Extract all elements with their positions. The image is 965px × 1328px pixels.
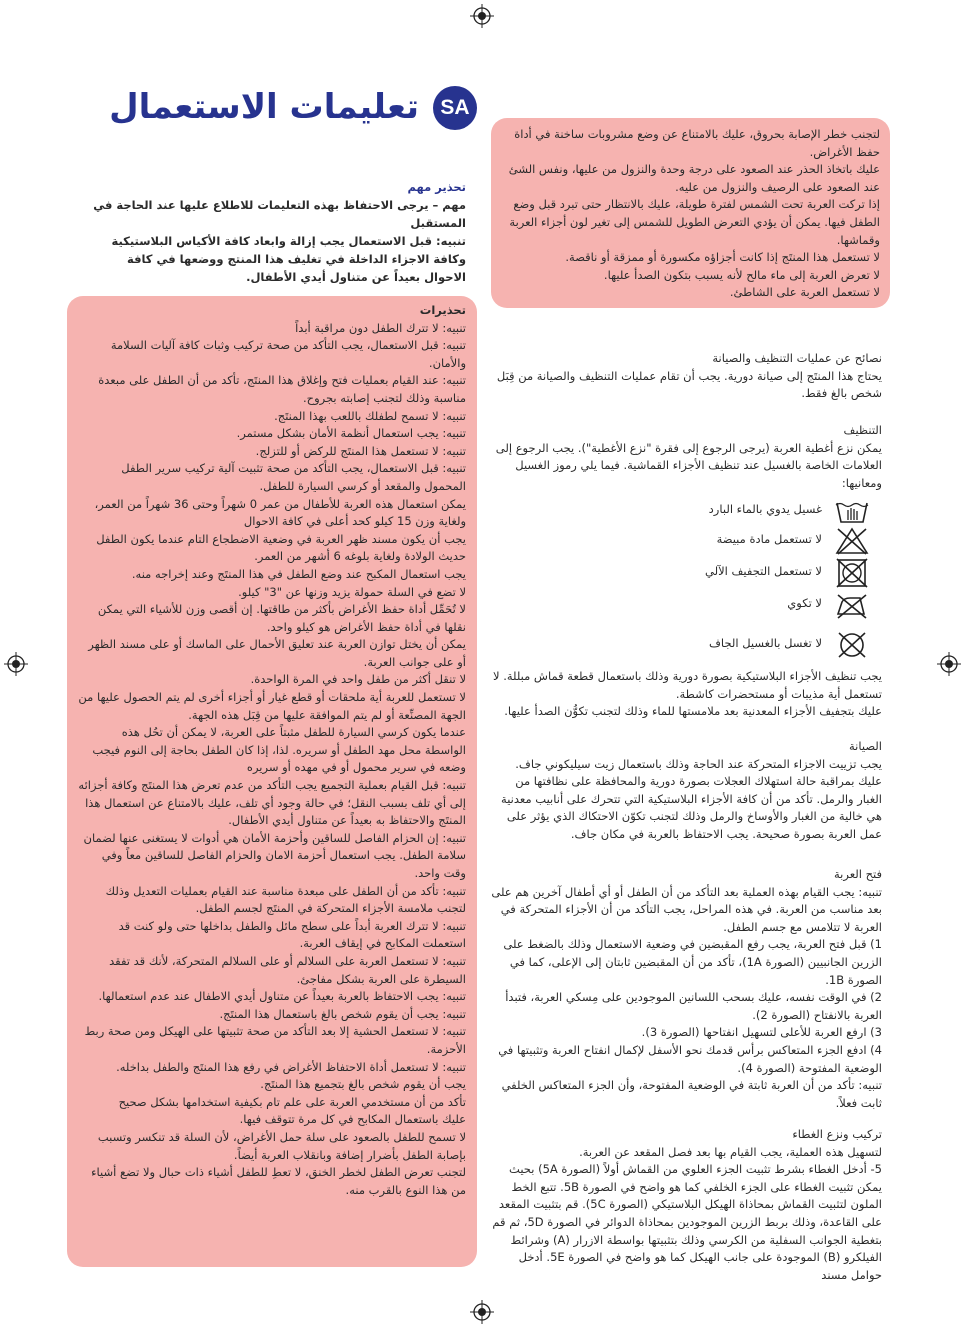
- section-heading: فتح العربة: [833, 867, 882, 881]
- section-heading: نصائح عن عمليات التنظيف والصيانة: [712, 351, 882, 365]
- page-header: [92, 82, 477, 132]
- care-label: لا تستعمل مادة مبيضة: [716, 532, 822, 546]
- step-item: 3) ارفع العربة للأعلى لتسهيل انفتاحها (الصورة 3).: [641, 1025, 882, 1040]
- opening-section: [490, 866, 882, 1112]
- care-label: غسيل يدوي بالماء البارد: [708, 502, 822, 516]
- safety-item: لا تستعمل العربة على الشاطئ.: [729, 285, 880, 300]
- care-symbol-row: [690, 526, 870, 558]
- warning-item: تنبيه: لا تترك الطفل دون مراقبة أبداً: [295, 320, 466, 335]
- notice-line: تنبيه: قبل الاستعمال يجب إزالة وابعاد كافة الأكياس البلاستيكية وكافة الاجزاء الداخلة في تغليف هذا المنتج ووضعها في كافة الاحوال بعيداً عن متناول أيدي الأطفال.: [111, 234, 466, 284]
- warning-item: يمكن أن يختل توازن العربة عند تعليق الأحمال على الماسك أو على مسند الظهر أو على جوانب العربة.: [88, 637, 466, 669]
- registration-mark-bottom: [470, 1300, 494, 1324]
- warning-item: تنبيه: لا تستعمل العربة على السلالم أو على السلالم المتحركة، لأنك قد تفقد السيطرة على العربة بشكل مفاجئ.: [109, 953, 466, 986]
- warning-item: عندما يكون كرسي السيارة للطفل مثبتاً على العربة، لا يمكن أن تحُل هذه الواسطة محل مهد الطفل أو سريره. لذا، إذا كان الطفل بحاجة إلى النوم فيجب وضعه في سرير محمول أو في مهده أو سريره: [92, 725, 466, 775]
- care-symbol-row: [690, 496, 870, 528]
- warning-item: يجب أن يكون مسند ظهر العربة في وضعية الاضطجاع التام عندما يكون الطفل حديث الولادة ولغاية بلوغه 6 أشهر من العمر.: [96, 531, 466, 564]
- no-dry-clean-icon: [834, 630, 870, 660]
- hand-wash-icon: [834, 496, 870, 526]
- care-symbol-row: [690, 630, 870, 662]
- warning-item: تأكد من أن مستخدمي العربة على علم تام بكيفية استخدامها بشكل صحيح: [118, 1094, 466, 1109]
- warning-item: لا تستعمل للعربة أية ملحقات أو قطع غيار أو أجزاء أخرى لم يتم الحصول عليها من الجهة المصنِّعة أو لم يتم الموافقة عليها من قِبَل هذه الجهة.: [78, 690, 466, 722]
- warning-item: لتجنب تعرض الطفل لخطر الخنق، لا تعطِ للطفل أشياء ذات حبال ولا تضع أشياء من هذا النوع بالقرب منه.: [91, 1165, 466, 1197]
- warning-item: تنبيه: عند القيام بعمليات فتح وإغلاق هذا المنتَج، تأكد من أن الطفل على مبعدة مناسبة وذلك لتجنب إصابته بجروح.: [98, 373, 466, 405]
- registration-mark-left: [4, 652, 28, 676]
- language-badge: SA: [433, 86, 477, 130]
- warning-item: تنبيه: لا تسمح لطفلك باللعب بهذا المنتَج.: [274, 408, 466, 423]
- warning-item: تنبيه: لا تستعمل أداة الاحتفاظ الأغراض في رفع هذا المنتَج والطفل بداخله.: [116, 1059, 466, 1074]
- warning-item: تنبيه: يجب أن يقوم شخص بالغ باستعمال هذا المنتَج.: [219, 1006, 466, 1021]
- safety-box: [491, 118, 890, 308]
- care-label: لا تستعمل التجفيف الآلي: [705, 564, 822, 578]
- warnings-heading: تحذيرات: [419, 303, 466, 317]
- maintenance-section: [490, 738, 882, 844]
- no-bleach-icon: [834, 526, 870, 556]
- important-notice: [88, 178, 466, 286]
- warning-item: تنبيه: يجب استعمال أنظمة الأمان بشكل مستمر.: [236, 426, 466, 441]
- section-body: لتسهيل هذه العملية، يجب القيام بها بعد فصل المقعد عن العربة.: [579, 1144, 882, 1159]
- warning-item: تنبيه: لا تترك العربة أبداً على سطح مائل والطفل بداخلها حتى ولو كنت قد استعملت المكابح في إيقاف العربة.: [118, 918, 466, 951]
- section-heading: الصيانة: [848, 739, 882, 753]
- warning-item: لا تضع في السلة حمولة يزيد وزنها عن "3" كيلو.: [238, 584, 466, 599]
- warning-item: تنبيه: تأكد من أن الطفل على مبعدة مناسبة عند القيام بعمليات التعديل وذلك لتجنب ملامسة الأجزاء المتحركة في المنتَج لجسم الطفل.: [105, 883, 466, 916]
- notice-line: مهم – يرجى الاحتفاظ بهذه التعليمات للاطلاع عليها عند الحاجة في المستقبل: [93, 198, 466, 230]
- warning-item: يمكن استعمال هذه العربة للأطفال من عمر 0 شهراً وحتى 36 شهراً من العمر، ولغاية وزن 15 كيلو كحد أعلى في كافة الاحوال: [94, 496, 466, 529]
- section-body: تنبيه: تأكد من أن العربة ثابتة في الوضعية المفتوحة، وأن الجزء المتعاكس الخلفي ثابت فعلاً.: [501, 1078, 882, 1110]
- section-body: يحتاج هذا المنتَج إلى صيانة دورية. يجب أن تقام عمليات التنظيف والصيانة من قِبَل شخص بالغ فقط.: [496, 368, 882, 401]
- safety-item: عليك باتخاذ الحذر عند الصعود على درجة وحدة والنزول من عليها، ونفس الشئ عند الصعود على الرصيف والنزول من عليه.: [508, 162, 880, 194]
- warning-item: لا تنقل أكثر من طفل واحد في المرة الواحدة.: [250, 672, 466, 687]
- section-body: تنبيه: يجب القيام بهذه العملية بعد التأكد من أن الطفل أو أي أطفال آخرين هم على بعد مناسب من العربة. في هذه المراحل، يجب التأكد من أن الأجزاء المتحركة في العربة لا تتلامس مع جسم الطفل.: [491, 884, 882, 934]
- warning-item: تنبيه: قبل الاستعمال، يجب التأكد من صحة تثبيت آلية تركيب سرير الطفل المحمول والمقعد أو كرسي السيارة للطفل.: [121, 461, 466, 493]
- registration-mark-right: [937, 652, 961, 676]
- warning-item: تنبيه: يجب الاحتفاظ بالعربة بعيداً عن متناول أيدي الاطفال عند عدم استعمالها.: [98, 989, 466, 1004]
- step-item: 1) قبل فتح العربة، يجب رفع المقبضين في وضعية الاستعمال وذلك بالضغط على الزرين الجانبيين (الصورة 1A)، تأكد من أن المقبضين ثابتان إلى الإعلى، كما في الصورة 1B.: [503, 937, 882, 987]
- no-iron-icon: [834, 590, 870, 620]
- warning-item: يجب أن يقوم شخص بالغ بتجميع هذا المنتَج.: [260, 1077, 466, 1092]
- care-label: لا تكوي: [787, 596, 822, 610]
- safety-item: لا تستعمل هذا المنتَج إذا كانت أجزاؤه مكسورة أو ممزقة أو ناقصة.: [565, 250, 880, 265]
- section-body: يجب تنظيف الأجزاء البلاستيكية بصورة دورية وذلك باستعمال قطعة قماش مبللة. لا تستعمل أية مذيبات أو مستحضرات كاشطة.: [493, 669, 882, 701]
- registration-mark-top: [470, 4, 494, 28]
- warning-item: تنبيه: قبل الاستعمال، يجب التأكد من صحة تركيب وثبات كافة آليات السلامة والأمان.: [110, 338, 466, 370]
- section-heading: التنظيف: [843, 423, 882, 437]
- section-body: 5- أدخل الغطاء بشرط تثبيت الجزء العلوي من القماش أولاً (الصورة 5A) بحيث يمكن تثبيت الغطاء على الجزء الخلفي كما هو واضح في الصورة 5B. تتبع الخط الملون لتثبيت القماش بمحاذاة الهيكل البلاستيكي (الصورة 5C). قم بتثبيت المقعد على القاعدة، وذلك بربط الزرين الموجودين بمحاذاة الدوائر في الصورة 5D، ثم قم بتغطية الجوانب السفلية من الكرسي وذلك بتثبيتها بواسطة الازرار (A) وشرائط الفيلكرو (B) الموجودة على جانب الهيكل كما هو واضح في الصورة 5E. أدخل حوامل مسند: [492, 1162, 882, 1282]
- section-heading: تركيب ونزع الغطاء: [792, 1127, 882, 1141]
- warnings-box: [67, 296, 477, 1267]
- notice-heading: تحذير مهم: [407, 180, 466, 194]
- no-tumble-dry-icon: [834, 558, 870, 588]
- warning-item: عليك باستعمال المكابح في كل مرة تتوقف فيها.: [239, 1112, 466, 1127]
- safety-item: لا تعرض العربة إلى ماء مالح لأنه يسبب بتكون الصدأ عليها.: [603, 267, 880, 282]
- warning-item: تنبيه: إن الحزام الفاصل للساقين وأحزمة الأمان هي أدوات لا يستغنى عنها لضمان سلامة الطفل. يجب استعمال أحزمة الامان والحزام الفاصل للساقين معاً وفي وقت واحد.: [83, 830, 466, 880]
- care-symbol-row: [690, 590, 870, 622]
- step-item: 4) ادفع الجزء المتعاكس برأس قدمك نحو الأسفل لإكمال انفتاح العربة وتثبيتها في الوضعية المفتوحة (الصورة 4).: [498, 1042, 882, 1075]
- warning-item: تنبيه: لا تستعمل هذا المنتَج للركض أو للتزلج.: [255, 443, 466, 458]
- cleaning-subsection: [490, 422, 882, 492]
- warning-item: لا تسمح للطفل بالصعود على سلة حمل الأغراض، لأن السلة قد تنكسر وتسبب بإصابة الطفل بأضرار إضافة وبانقلاب العربة أيضاً.: [97, 1129, 466, 1162]
- care-symbol-row: [690, 558, 870, 590]
- safety-item: لتجنب خطر الإصابة بحروق، عليك بالامتناع عن وضع مشروبات ساخنة في أداة حفظ الأغراض.: [514, 127, 880, 159]
- step-item: 2) في الوقت نفسه، عليك بسحب اللسانين الموجودين على مِسكي العربة، فتبدأ العربة بالانفتاح (الصورة 2).: [505, 990, 882, 1022]
- safety-item: إذا تركت العربة تحت الشمس لفترة طويلة، عليك بالانتظار حتى تبرد قبل وضع الطفل فيها. يمكن أن يؤدي التعرض الطويل للشمس إلى تغير لون أجزاء العربة وقماشها.: [509, 197, 880, 247]
- warning-item: يجب استعمال المكبح عند وضع الطفل في هذا المنتَج وعند إخراجه منه.: [131, 566, 466, 581]
- warning-item: تنبيه: لا تستعمل الحشية إلا بعد التأكد من صحة تثبيتها على الهيكل ومن صحة ربط الأحزمة.: [84, 1024, 466, 1056]
- care-label: لا تغسل بالغسيل الجاف: [709, 636, 822, 650]
- warning-item: تنبيه: قبل القيام بعملية التجميع يجب التأكد من عدم تعرض هذا المنتَج وكافة أجزائه إلى أي تلف بسبب النقل؛ في حالة وجود أي تلف، عليك بالامتناع عن استعمال هذا المنتَج والاحتفاظ به بعيداً عن متناول أيدي الأطفال.: [78, 778, 466, 828]
- page-title: تعليمات الاستعمال: [109, 87, 419, 127]
- cleaning-section: [490, 350, 882, 403]
- warning-item: لا تُحَمِّل أداة حفظ الأغراض بأكثر من طاقتها. إن أقصى وزن للأشياء التي يمكن نقلها في أداة حفظ الأغراض هو كيلو واحد.: [97, 602, 466, 634]
- section-body: يجب تزييت الاجزاء المتحركة عند الحاجة وذلك باستعمال زيت سيليكوني جاف. عليك بمراقبة حالة استهلاك العجلات بصورة دورية والمحافظة على نظافتها من الغبار والرمل. تأكد من أن كافة الأجزاء البلاستيكية التي تتحرك على أنابيب معدنية هي خالية من الغبار والأوساخ والرمل وذلك لتجنب تكوّن الاحتكاك الذي يؤثر على عمل العربة بصورة صحيحة. يجب الاحتفاظ بالعربة في مكان جاف.: [501, 756, 882, 841]
- cleaning-notes: [490, 668, 882, 721]
- canopy-section: [490, 1126, 882, 1284]
- section-body: يمكن نزع أغطية العربة (يرجى الرجوع إلى فقرة "نزع الأغطية"). يجب الرجوع إلى العلامات الخاصة بالغسيل عند تنظيف الأجزاء القماشية. فيما يلي رموز الغسيل ومعانيها:: [495, 440, 882, 490]
- section-body: عليك بتجفيف الأجزاء المعدنية بعد ملامستها للماء وذلك لتجنب تكوُّن الصدأ عليها.: [504, 704, 882, 719]
